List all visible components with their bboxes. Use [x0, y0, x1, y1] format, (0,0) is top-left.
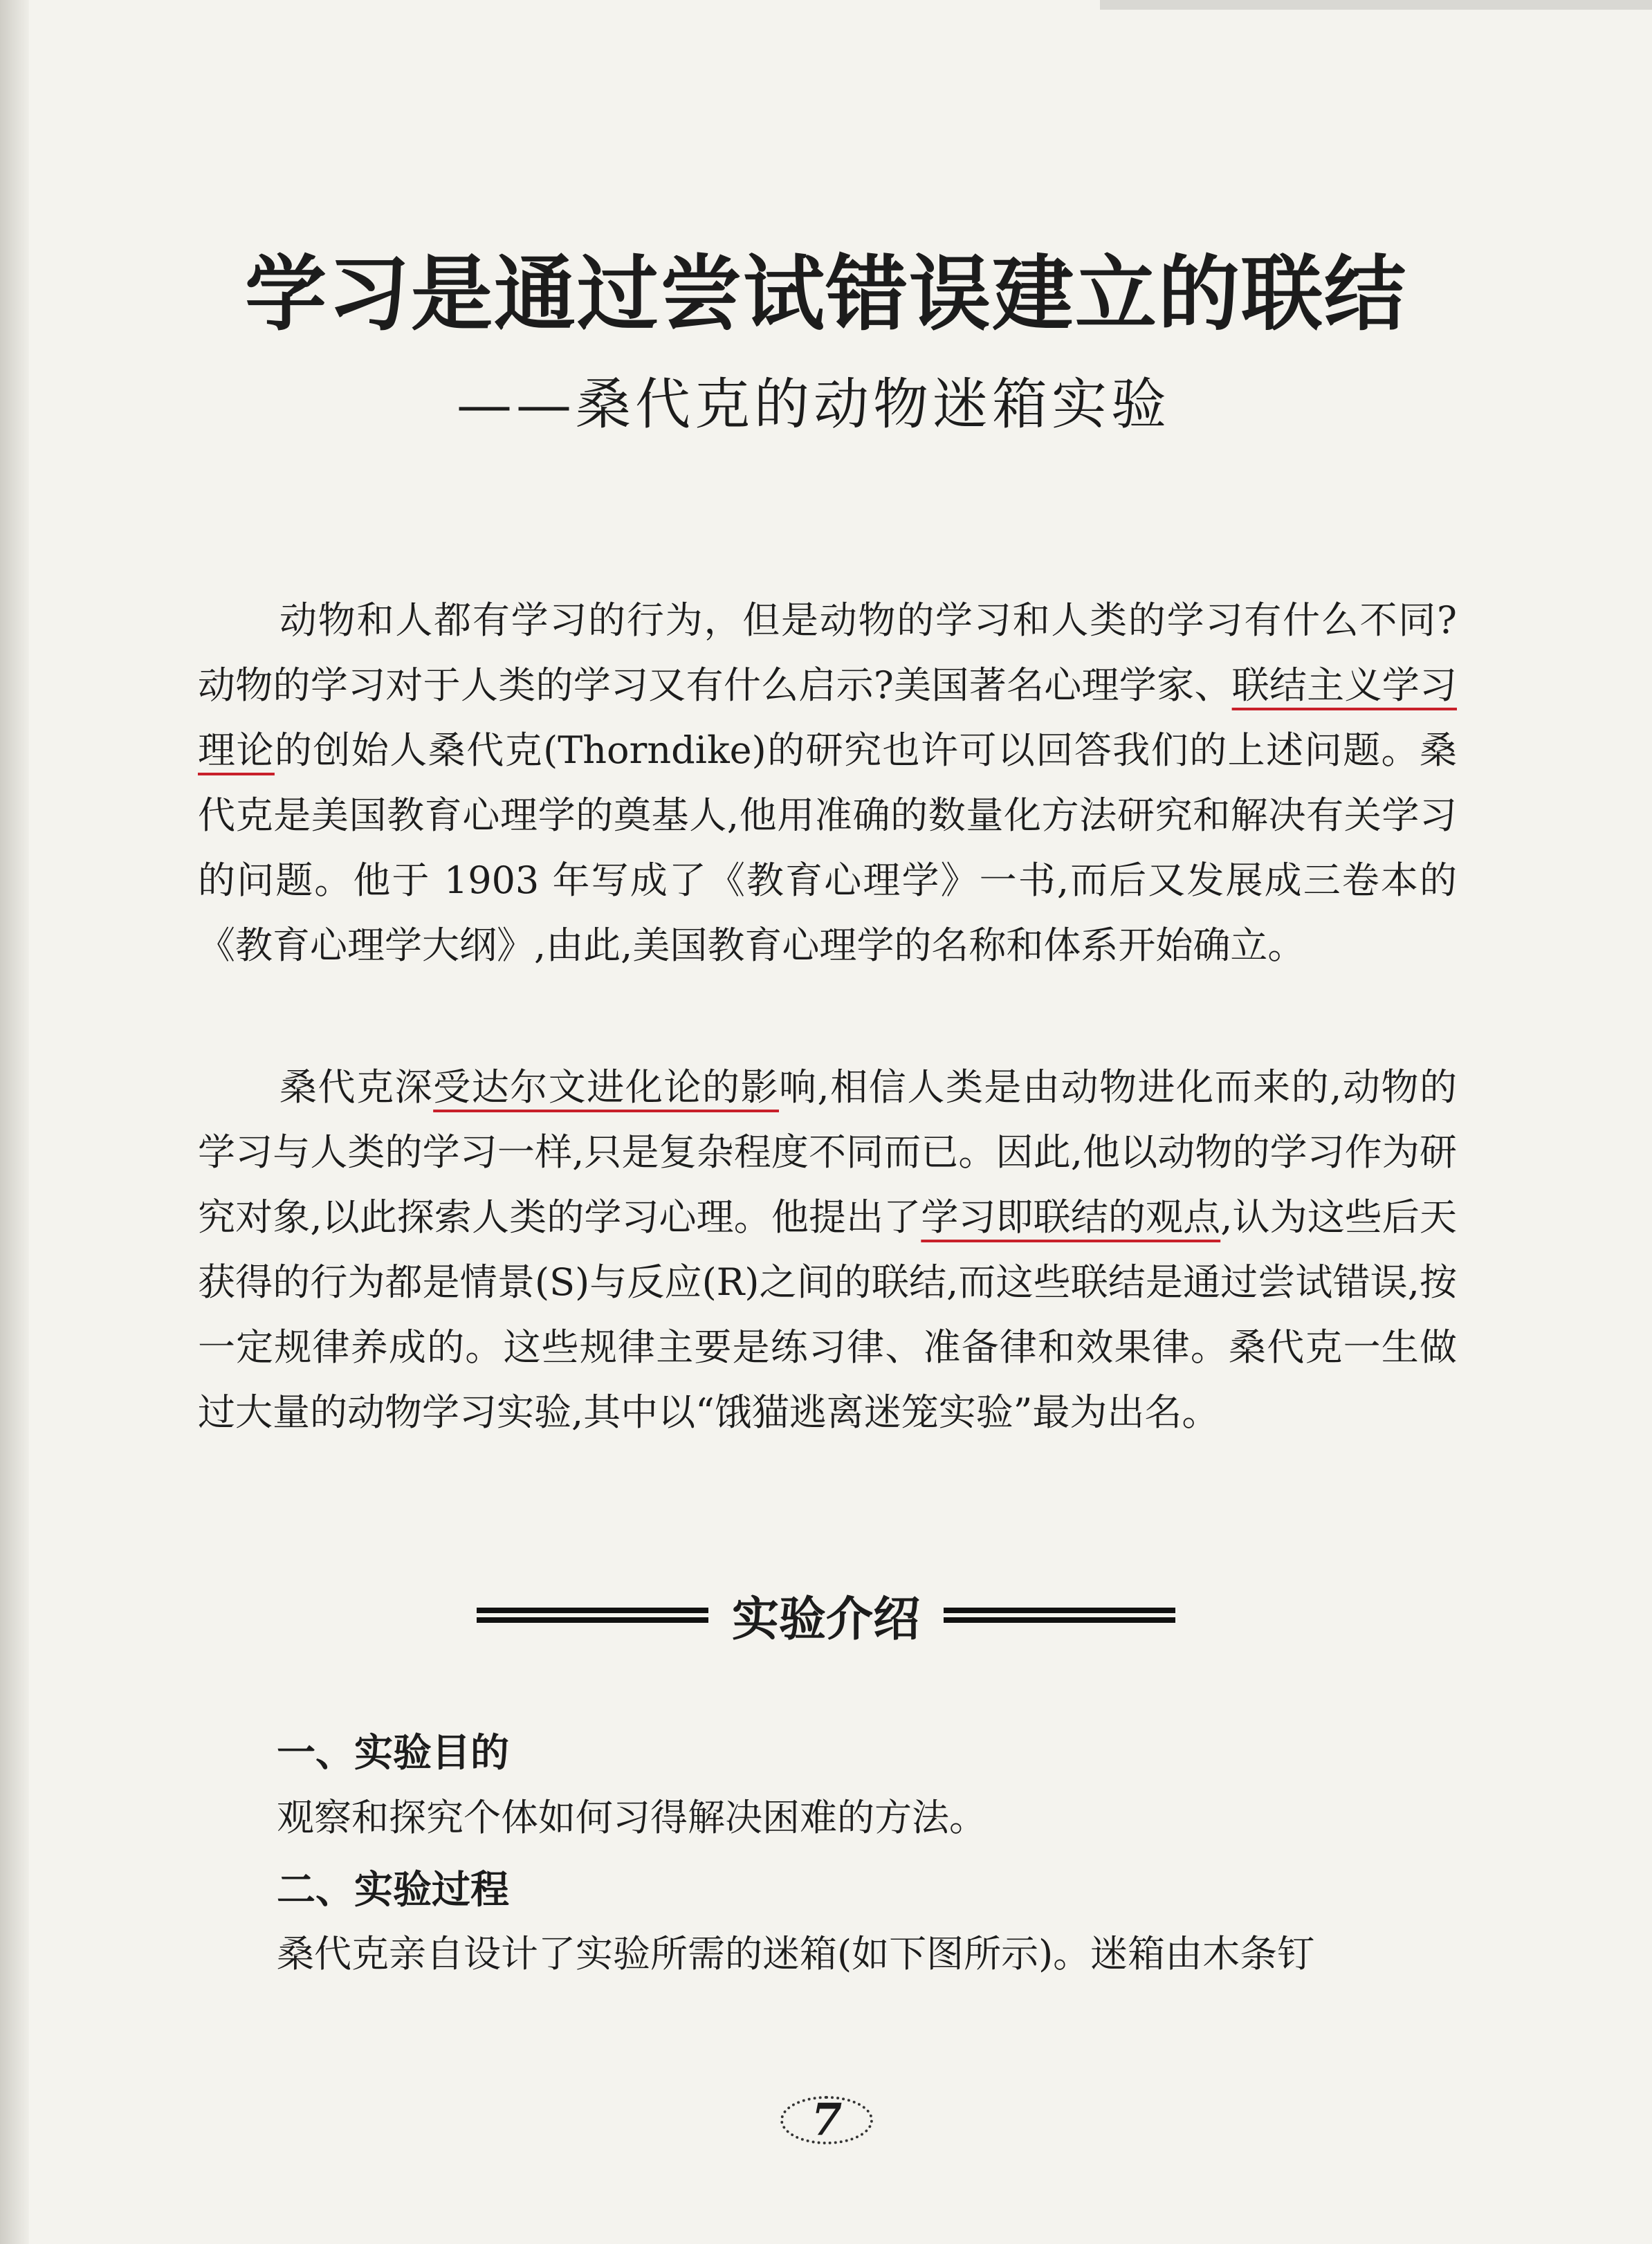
- section-header-label: 实验介绍: [731, 1592, 920, 1647]
- page-number: 7: [775, 2089, 879, 2151]
- paragraph-text: 桑代克深: [279, 1065, 434, 1109]
- section-text-purpose: 观察和探究个体如何习得解决困难的方法。: [277, 1796, 986, 1839]
- underlined-phrase: 联结主义学习理论: [198, 663, 1457, 772]
- paragraph-text: 响,相信人类是由动物进化而来的,动物的学习与人类的学习一样,只是复杂程度不同而已。因此,他以动物的学习作为研究对象,以此探索人类的学习心理。他提出了: [198, 1065, 1457, 1239]
- underlined-phrase: 受达尔文进化论的影: [433, 1065, 779, 1109]
- section-heading-purpose: 一、实验目的: [277, 1731, 509, 1776]
- intro-paragraph: [198, 588, 1457, 978]
- decorative-bars-right: [944, 1608, 1175, 1623]
- underlined-phrase: 学习即联结的观点: [921, 1195, 1221, 1239]
- page-corner-shadow: [1100, 0, 1652, 10]
- decorative-bars-left: [477, 1608, 708, 1623]
- page-subtitle: ——桑代克的动物迷箱实验: [457, 372, 1171, 436]
- section-heading-process: 二、实验过程: [277, 1868, 509, 1913]
- section-header: [0, 1581, 1652, 1650]
- section-text-process: 桑代克亲自设计了实验所需的迷箱(如下图所示)。迷箱由木条钉: [277, 1932, 1315, 1976]
- paragraph-text: 动物和人都有学习的行为，但是动物的学习和人类的学习有什么不同?动物的学习对于人类的学习又有什么启示?美国著名心理学家、: [198, 598, 1457, 707]
- page-title: 学习是通过尝试错误建立的联结: [244, 246, 1407, 342]
- paragraph-text: ,认为这些后天获得的行为都是情景(S)与反应(R)之间的联结,而这些联结是通过尝试错误,按一定规律养成的。这些规律主要是练习律、准备律和效果律。桑代克一生做过大量的动物学习实验,其中以“饿猫逃离迷笼实验”最为出名。: [198, 1195, 1458, 1434]
- second-paragraph: [198, 1055, 1457, 1445]
- paragraph-text: 的创始人桑代克(Thorndike)的研究也许可以回答我们的上述问题。桑代克是美国教育心理学的奠基人,他用准确的数量化方法研究和解决有关学习的问题。他于 1903 年写成了《教育心理学》一书,而后又发展成三卷本的《教育心理学大纲》,由此,美国教育心理学的名称和体系开始确立。: [198, 728, 1457, 967]
